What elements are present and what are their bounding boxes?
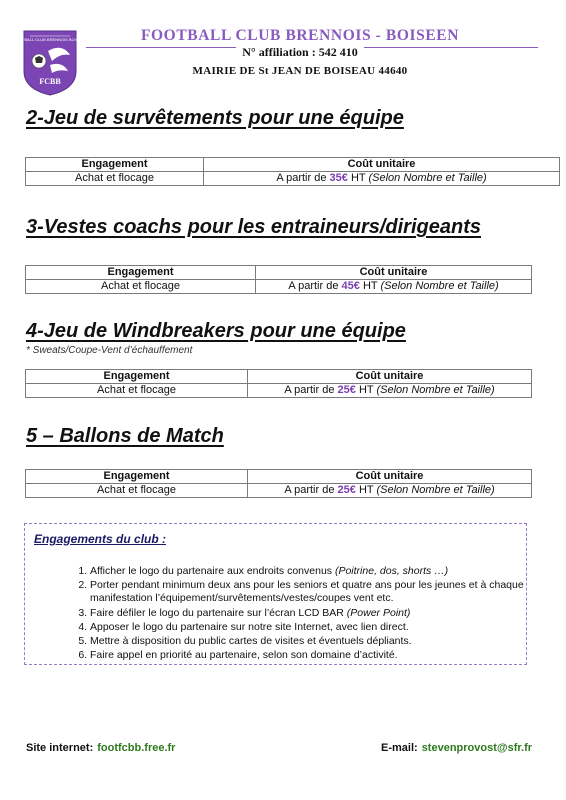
table-header-row [26,370,532,384]
price-prefix: A partir de [284,384,335,396]
table-header-row [26,266,532,280]
email-link[interactable]: stevenprovost@sfr.fr [421,742,533,754]
header-engagement: Engagement [26,470,248,484]
engagement-cell: Achat et flocage [26,172,204,186]
list-item [90,579,535,605]
engagement-text: Porter pendant minimum deux ans pour les seniors et quatre ans pour les jeunes et à chaque manifestation l’équipement/survêtements/vestes/coupes vent etc. [90,579,524,605]
header-engagement: Engagement [26,266,256,280]
footer-website [26,742,175,754]
list-item [90,649,535,662]
club-engagements-box [24,523,527,665]
price-amount: 35€ [329,172,348,184]
table-row [26,484,532,498]
section-title-tracksuits: 2-Jeu de survêtements pour une équipe [26,107,404,129]
email-label: E-mail: [381,742,418,754]
cost-cell [248,484,532,498]
section-title-windbreakers: 4-Jeu de Windbreakers pour une équipe [26,320,406,342]
club-name: FOOTBALL CLUB BRENNOIS - BOISEEN [140,27,460,44]
engagement-text: Afficher le logo du partenaire aux endroits convenus [90,565,333,577]
logo-text-top: FOOTBALL CLUB BRENNOIS BOISEEN [13,37,87,42]
price-note: (Selon Nombre et Taille) [380,280,499,292]
cost-cell [256,280,532,294]
price-prefix: A partir de [284,484,335,496]
engagement-text: Apposer le logo du partenaire sur notre site Internet, avec lien direct. [90,620,409,633]
club-logo [13,27,87,97]
table-row [26,172,560,186]
price-suffix: HT [358,484,374,496]
website-label: Site internet: [26,742,94,754]
price-note: (Selon Nombre et Taille) [376,484,495,496]
price-suffix: HT [362,280,378,292]
logo-initials: FCBB [39,77,61,86]
header-cost: Coût unitaire [248,370,532,384]
price-note: (Selon Nombre et Taille) [368,172,487,184]
table-row [26,280,532,294]
table-row [26,384,532,398]
offer-table-match-balls [25,469,532,498]
price-suffix: HT [358,384,374,396]
affiliation-text: N° affiliation : 542 410 [236,45,363,59]
list-item [90,565,535,578]
cost-cell [204,172,560,186]
list-item [90,621,535,634]
table-header-row [26,158,560,172]
footer-email [381,742,532,754]
engagement-cell: Achat et flocage [26,280,256,294]
section-title-match-balls: 5 – Ballons de Match [26,425,224,447]
header-cost: Coût unitaire [204,158,560,172]
price-prefix: A partir de [288,280,339,292]
price-amount: 25€ [337,484,356,496]
price-note: (Selon Nombre et Taille) [376,384,495,396]
engagement-text: Faire appel en priorité au partenaire, selon son domaine d’activité. [90,649,398,662]
price-prefix: A partir de [276,172,327,184]
affiliation-line [86,45,514,60]
header-cost: Coût unitaire [248,470,532,484]
engagement-text: Mettre à disposition du public cartes de visites et éventuels dépliants. [90,635,412,648]
header-engagement: Engagement [26,158,204,172]
section-title-coach-jackets: 3-Vestes coachs pour les entraineurs/dirigeants [26,216,481,238]
engagement-cell: Achat et flocage [26,484,248,498]
engagement-text: Faire défiler le logo du partenaire sur l’écran LCD BAR [90,606,344,619]
header-engagement: Engagement [26,370,248,384]
engagements-list [70,565,535,663]
list-item [90,607,535,620]
engagement-cell: Achat et flocage [26,384,248,398]
list-item [90,635,535,648]
engagement-italic: (Poitrine, dos, shorts …) [334,565,449,577]
website-link[interactable]: footfcbb.free.fr [97,742,176,754]
offer-table-windbreakers [25,369,532,398]
price-amount: 45€ [341,280,360,292]
offer-table-coach-jackets [25,265,532,294]
cost-cell [248,384,532,398]
price-amount: 25€ [337,384,356,396]
engagement-italic: (Power Point) [346,606,411,619]
price-suffix: HT [350,172,366,184]
offer-table-tracksuits [25,157,560,186]
windbreakers-note: * Sweats/Coupe-Vent d’échauffement [26,345,193,356]
engagements-title: Engagements du club : [34,532,167,546]
header-cost: Coût unitaire [256,266,532,280]
mairie-address: MAIRIE DE St JEAN DE BOISEAU 44640 [192,65,408,77]
table-header-row [26,470,532,484]
